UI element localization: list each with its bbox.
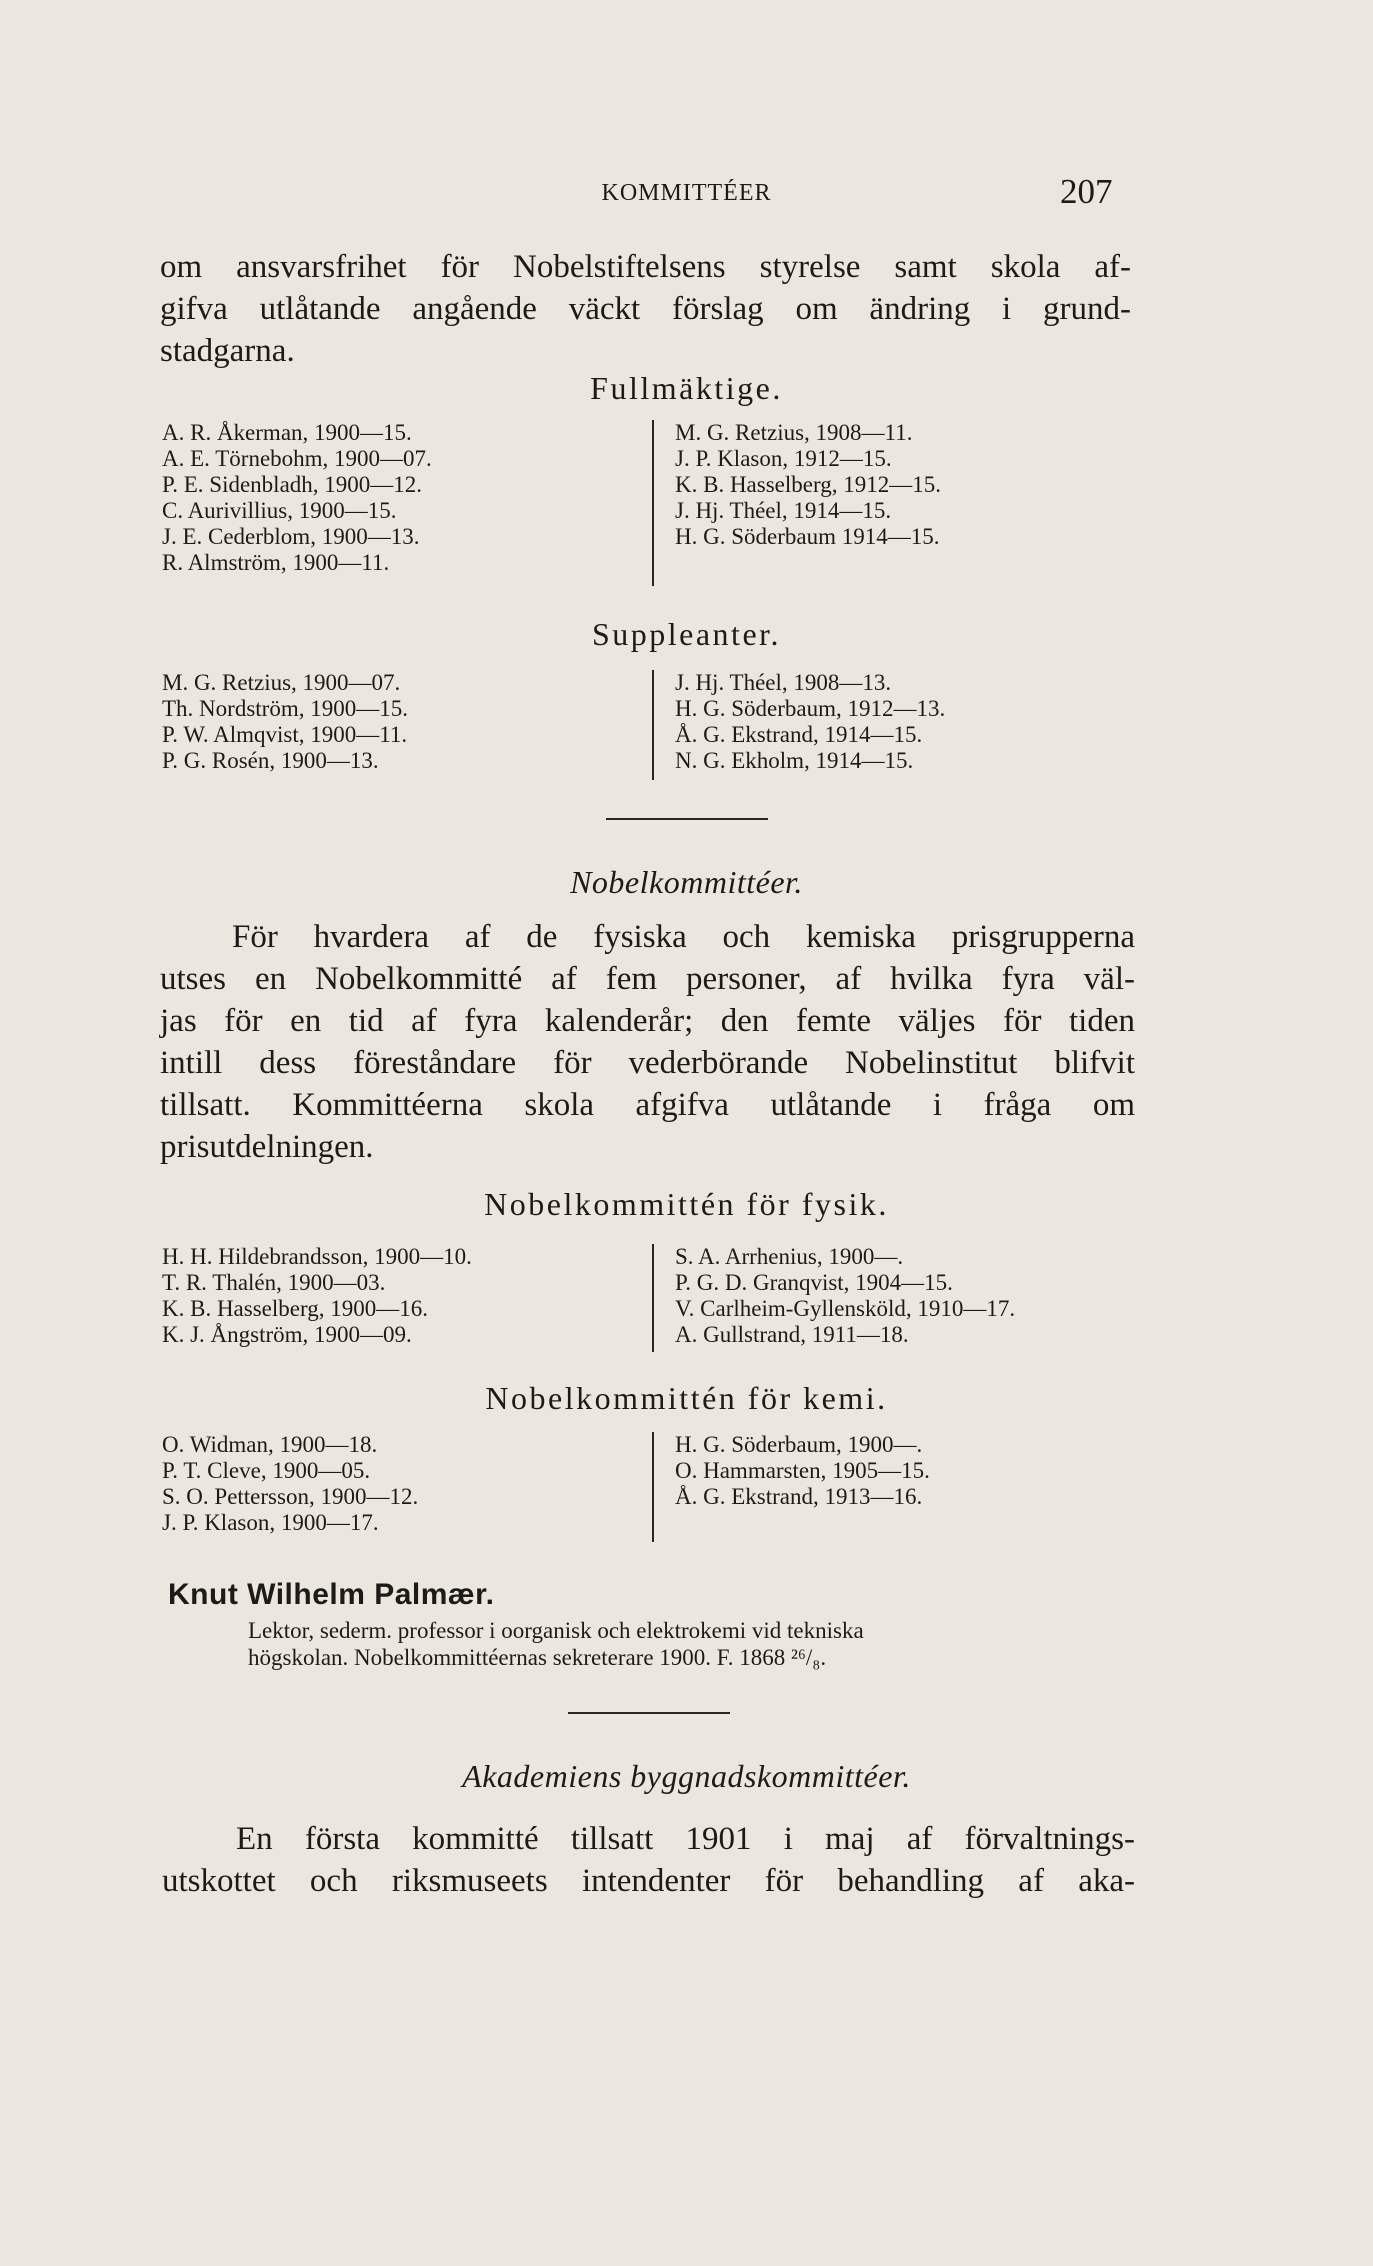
fullmaktige-heading: Fullmäktige. — [590, 370, 783, 406]
fysik-heading: Nobelkommittén för fysik. — [484, 1186, 889, 1222]
nobelkommitteer-paragraph — [160, 916, 1135, 1168]
member-entry: P. G. Rosén, 1900—13. — [162, 748, 379, 773]
member-entry: H. G. Söderbaum, 1912—13. — [675, 696, 946, 721]
running-head: KOMMITTÉER — [601, 180, 772, 206]
text-line: högskolan. Nobelkommittéernas sekreterare 1900. F. 1868 ²⁶/₈. — [248, 1645, 827, 1670]
member-entry: K. B. Hasselberg, 1900—16. — [162, 1296, 428, 1321]
member-entry: J. P. Klason, 1912—15. — [675, 446, 892, 471]
member-entry: R. Almström, 1900—11. — [162, 550, 390, 575]
byggnad-heading: Akademiens byggnadskommittéer. — [462, 1758, 911, 1794]
fysik-right-column — [675, 1244, 1015, 1348]
member-entry: M. G. Retzius, 1908—11. — [675, 420, 913, 445]
text-line: utses en Nobelkommitté af fem personer, af hvilka fyra väl- — [160, 961, 1135, 997]
member-entry: C. Aurivillius, 1900—15. — [162, 498, 397, 523]
suppleanter-right-column — [675, 670, 945, 774]
member-entry: A. E. Törnebohm, 1900—07. — [162, 446, 432, 471]
kemi-heading: Nobelkommittén för kemi. — [485, 1380, 888, 1416]
text-line: prisutdelningen. — [160, 1129, 374, 1165]
byggnad-paragraph — [162, 1818, 1135, 1902]
member-entry: V. Carlheim-Gyllensköld, 1910—17. — [675, 1296, 1016, 1321]
member-entry: H. G. Söderbaum, 1900—. — [675, 1432, 923, 1457]
secretary-name: Knut Wilhelm Palmær. — [168, 1578, 495, 1611]
member-entry: P. E. Sidenbladh, 1900—12. — [162, 472, 423, 497]
column-divider — [652, 1244, 654, 1352]
member-entry: A. Gullstrand, 1911—18. — [675, 1322, 909, 1347]
column-divider — [652, 420, 654, 586]
text-line: jas för en tid af fyra kalenderår; den femte väljes för tiden — [160, 1003, 1135, 1039]
suppleanter-heading: Suppleanter. — [591, 616, 782, 652]
member-entry: M. G. Retzius, 1900—07. — [162, 670, 401, 695]
member-entry: K. B. Hasselberg, 1912—15. — [675, 472, 941, 497]
text-line: gifva utlåtande angående väckt förslag om ändring i grund- — [160, 291, 1131, 327]
secretary-description — [248, 1617, 864, 1671]
column-divider — [652, 670, 654, 780]
text-line: utskottet och riksmuseets intendenter för behandling af aka- — [162, 1863, 1135, 1899]
text-line: intill dess föreståndare för vederbörande Nobelinstitut blifvit — [160, 1045, 1135, 1081]
member-entry: O. Hammarsten, 1905—15. — [675, 1458, 930, 1483]
member-entry: K. J. Ångström, 1900—09. — [162, 1322, 412, 1347]
intro-paragraph — [160, 246, 1131, 372]
member-entry: S. O. Pettersson, 1900—12. — [162, 1484, 419, 1509]
member-entry: Å. G. Ekstrand, 1913—16. — [675, 1484, 923, 1509]
fullmaktige-right-column — [675, 420, 941, 550]
member-entry: H. G. Söderbaum 1914—15. — [675, 524, 940, 549]
fullmaktige-left-column — [162, 420, 432, 576]
section-divider — [568, 1712, 730, 1714]
fysik-left-column — [162, 1244, 472, 1348]
member-entry: J. Hj. Théel, 1914—15. — [675, 498, 892, 523]
kemi-left-column — [162, 1432, 418, 1536]
member-entry: J. Hj. Théel, 1908—13. — [675, 670, 892, 695]
text-line: Lektor, sederm. professor i oorganisk och elektrokemi vid tekniska — [248, 1618, 864, 1643]
member-entry: P. W. Almqvist, 1900—11. — [162, 722, 408, 747]
member-entry: Th. Nordström, 1900—15. — [162, 696, 408, 721]
text-line: om ansvarsfrihet för Nobelstiftelsens styrelse samt skola af- — [160, 249, 1131, 285]
member-entry: J. P. Klason, 1900—17. — [162, 1510, 379, 1535]
text-line: För hvardera af de fysiska och kemiska prisgrupperna — [232, 919, 1135, 955]
member-entry: P. T. Cleve, 1900—05. — [162, 1458, 371, 1483]
nobelkommitteer-heading: Nobelkommittéer. — [570, 864, 803, 900]
member-entry: N. G. Ekholm, 1914—15. — [675, 748, 914, 773]
section-divider — [606, 818, 768, 820]
member-entry: S. A. Arrhenius, 1900—. — [675, 1244, 904, 1269]
member-entry: H. H. Hildebrandsson, 1900—10. — [162, 1244, 472, 1269]
suppleanter-left-column — [162, 670, 408, 774]
text-line: tillsatt. Kommittéerna skola afgifva utlåtande i fråga om — [160, 1087, 1135, 1123]
member-entry: Å. G. Ekstrand, 1914—15. — [675, 722, 923, 747]
member-entry: A. R. Åkerman, 1900—15. — [162, 420, 412, 445]
member-entry: J. E. Cederblom, 1900—13. — [162, 524, 420, 549]
member-entry: O. Widman, 1900—18. — [162, 1432, 378, 1457]
member-entry: T. R. Thalén, 1900—03. — [162, 1270, 386, 1295]
page-number: 207 — [1060, 172, 1113, 211]
text-line: En första kommitté tillsatt 1901 i maj af förvaltnings- — [236, 1821, 1135, 1857]
member-entry: P. G. D. Granqvist, 1904—15. — [675, 1270, 953, 1295]
column-divider — [652, 1432, 654, 1542]
kemi-right-column — [675, 1432, 930, 1510]
text-line: stadgarna. — [160, 333, 295, 369]
